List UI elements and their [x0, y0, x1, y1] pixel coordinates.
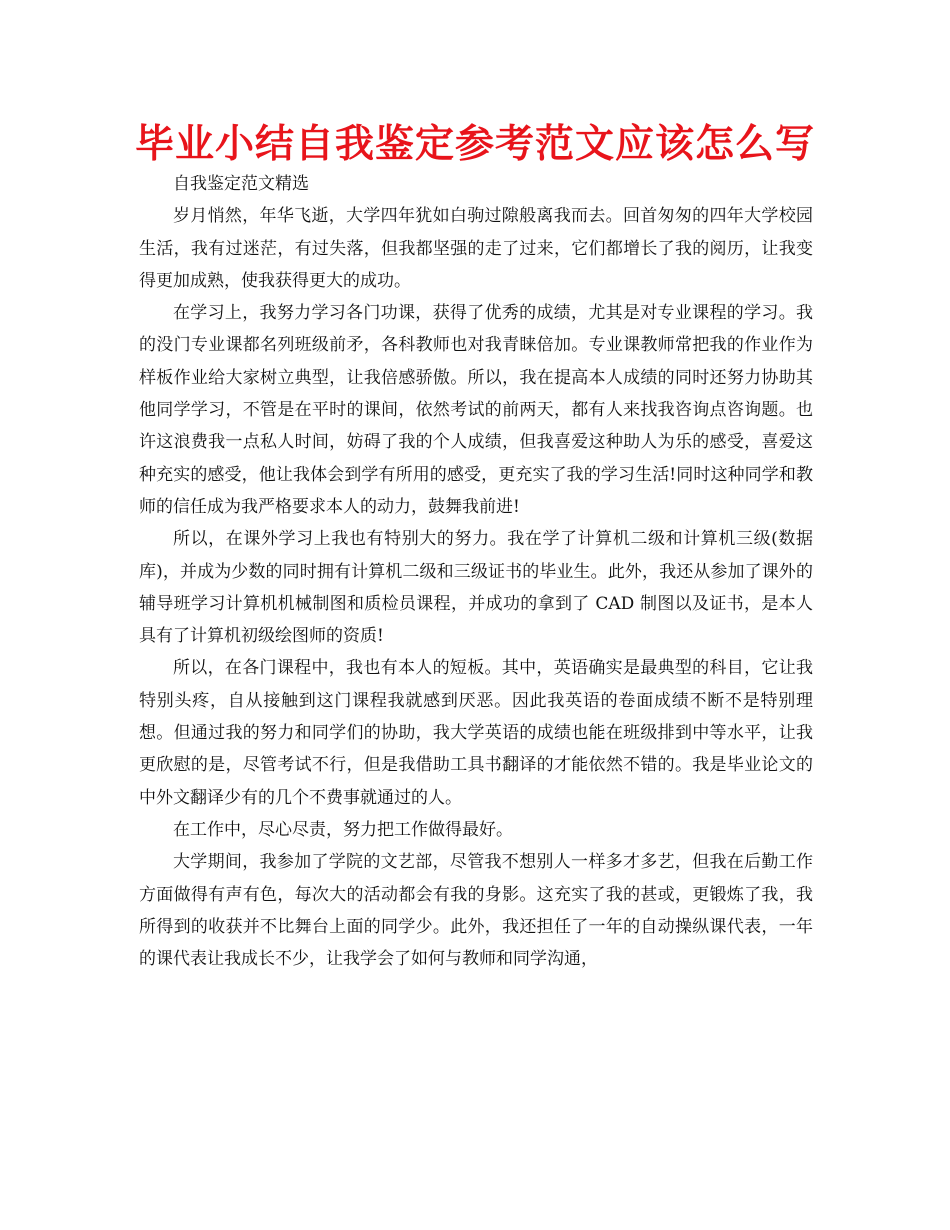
paragraph-subtitle: 自我鉴定范文精选 — [173, 174, 309, 194]
document-title: 毕业小结自我鉴定参考范文应该怎么写 — [134, 122, 815, 167]
paragraph-extracurricular: 所以，在课外学习上我也有特别大的努力。我在学了计算机二级和计算机三级(数据库)，并成为少数的同时拥有计算机二级和三级证书的毕业生。此外，我还从参加了课外的辅导班学习计算机机械制图和质检员课程，并成功的拿到了 CAD 制图以及证书，是本人具有了计算机初级绘图师的资质! — [139, 529, 813, 647]
paragraph-weakness: 所以，在各门课程中，我也有本人的短板。其中，英语确实是最典型的科目，它让我特别头疼，自从接触到这门课程我就感到厌恶。因此我英语的卷面成绩不断不是特别理想。但通过我的努力和同学们的协助，我大学英语的成绩也能在班级排到中等水平，让我更欣慰的是，尽管考试不行，但是我借助工具书翻译的才能依然不错的。我是毕业论文的中外文翻译少有的几个不费事就通过的人。 — [139, 658, 813, 808]
paragraph-activities: 大学期间，我参加了学院的文艺部，尽管我不想别人一样多才多艺，但我在后勤工作方面做得有声有色，每次大的活动都会有我的身影。这充实了我的甚或，更锻炼了我，我所得到的收获并不比舞台上面的同学少。此外，我还担任了一年的自动操纵课代表，一年的课代表让我成长不少，让我学会了如何与教师和同学沟通， — [139, 852, 813, 970]
document-body — [139, 168, 813, 975]
paragraph-work: 在工作中，尽心尽责，努力把工作做得最好。 — [173, 819, 513, 840]
paragraph-intro: 岁月悄然，年华飞逝，大学四年犹如白驹过隙般离我而去。回首匆匆的四年大学校园生活，我有过迷茫，有过失落，但我都坚强的走了过来，它们都增长了我的阅历，让我变得更加成熟，使我获得更大的成功。 — [139, 206, 813, 291]
paragraph-study: 在学习上，我努力学习各门功课，获得了优秀的成绩，尤其是对专业课程的学习。我的没门专业课都名列班级前矛，各科教师也对我青睐倍加。专业课教师常把我的作业作为样板作业给大家树立典型，让我倍感骄傲。所以，我在提高本人成绩的同时还努力协助其他同学学习，不管是在平时的课间，依然考试的前两天，都有人来找我咨询点咨询题。也许这浪费我一点私人时间，妨碍了我的个人成绩，但我喜爱这种助人为乐的感受，喜爱这种充实的感受，他让我体会到学有所用的感受，更充实了我的学习生活!同时这种同学和教师的信任成为我严格要求本人的动力，鼓舞我前进! — [139, 303, 813, 517]
